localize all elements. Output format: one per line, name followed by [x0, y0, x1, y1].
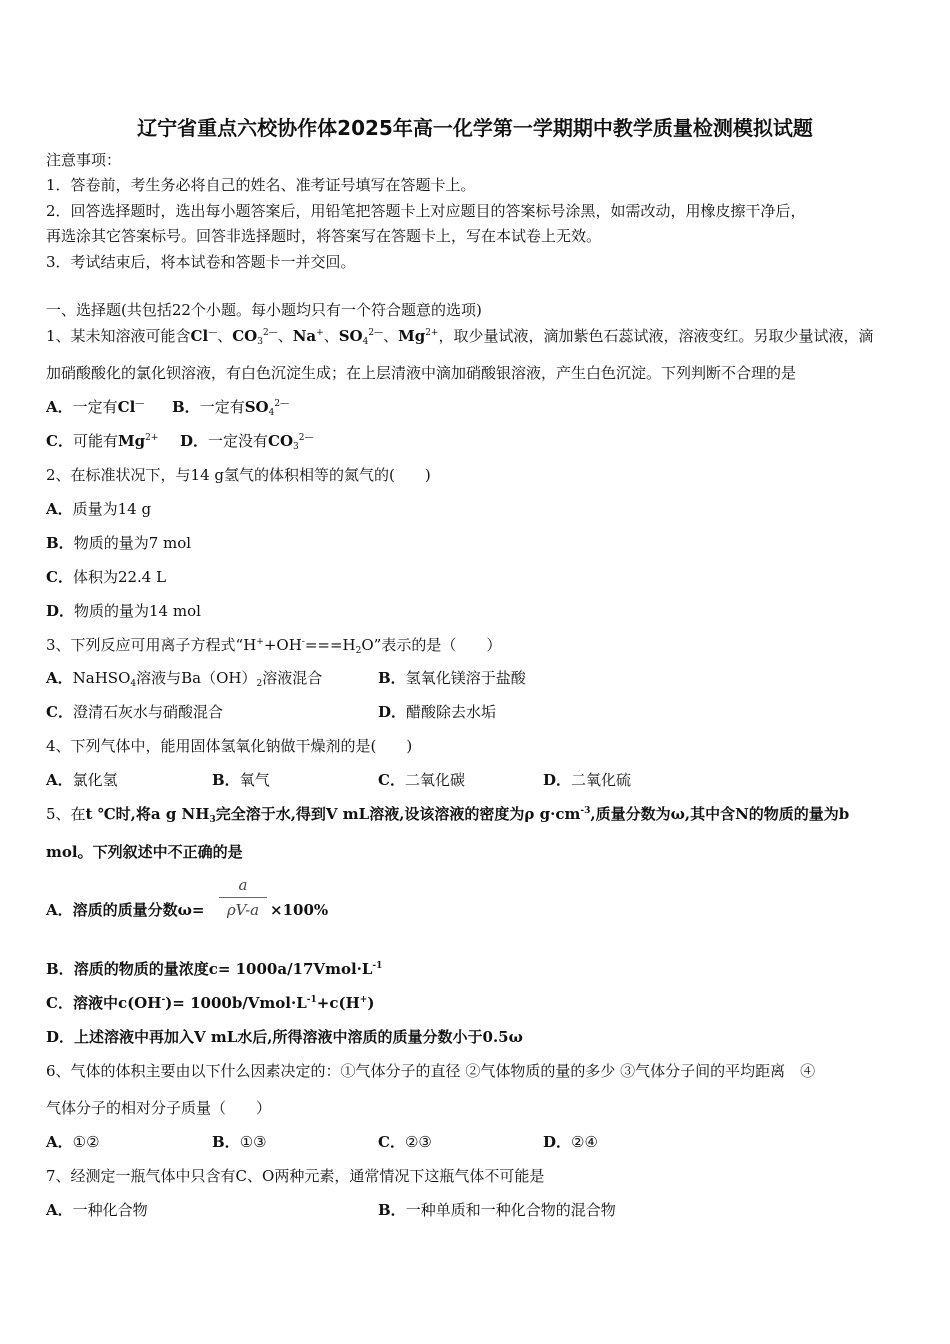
fraction-bar	[219, 897, 267, 898]
notice-item: 1．答卷前，考生务必将自己的姓名、准考证号填写在答题卡上。	[46, 176, 476, 194]
notice-item: 再选涂其它答案标号。回答非选择题时，将答案写在答题卡上，写在本试卷上无效。	[46, 227, 602, 245]
mass-fraction-formula	[219, 876, 267, 919]
question-6-stem-line2: 气体分子的相对分子质量（ ）	[46, 1099, 272, 1117]
question-3-stem: 3、下列反应可用离子方程式“$H^++OH^-===H_2O$”表示的是（ ）	[46, 636, 502, 656]
question-3-option-d: D．醋酸除去水垢	[378, 703, 497, 721]
question-1-stem-line2: 加硝酸酸化的氯化钡溶液，有白色沉淀生成；在上层清液中滴加硝酸银溶液，产生白色沉淀。下列判断不合理的是	[46, 364, 797, 382]
question-1-option-d: D．一定没有$CO_3^{2—}$	[180, 432, 314, 452]
question-1-option-a: A．一定有Cl—	[46, 398, 145, 416]
question-1-option-b: B．一定有$SO_4^{2—}$	[172, 398, 290, 418]
question-5-option-d: D．上述溶液中再加入V mL水后,所得溶液中溶质的质量分数小于0.5ω	[46, 1028, 523, 1046]
question-5-option-a: A．溶质的质量分数ω=	[46, 901, 205, 919]
question-6-stem: 6、气体的体积主要由以下什么因素决定的：①气体分子的直径 ②气体物质的量的多少 ③气体分子间的平均距离 ④	[46, 1062, 816, 1080]
question-2-option-b: B．物质的量为7 mol	[46, 534, 192, 552]
question-6-option-d: D．②④	[543, 1133, 598, 1151]
notice-heading: 注意事项：	[46, 151, 122, 169]
question-3-option-b: B．氢氧化镁溶于盐酸	[378, 669, 526, 687]
question-1-option-c: C．可能有$Mg^{2+}$	[46, 432, 159, 450]
question-3-option-a: A．NaHSO$_4$溶液与$Ba(OH)_2$溶液混合	[46, 669, 323, 689]
question-7-stem: 7、经测定一瓶气体中只含有C、O两种元素，通常情况下这瓶气体不可能是	[46, 1167, 545, 1185]
question-7-option-a: A．一种化合物	[46, 1201, 148, 1219]
formula-denominator: ρV-a	[226, 901, 260, 919]
question-5-option-b: B．溶质的物质的量浓度$c= 1000a/17Vmol\cdot L^{-1}$	[46, 960, 383, 978]
question-2-option-d: D．物质的量为14 mol	[46, 602, 201, 620]
question-7-option-b: B．一种单质和一种化合物的混合物	[378, 1201, 616, 1219]
question-4-stem: 4、下列气体中，能用固体氢氧化钠做干燥剂的是( )	[46, 737, 413, 755]
question-5-stem-line2: mol。下列叙述中不正确的是	[46, 843, 243, 861]
question-6-option-c: C．②③	[378, 1133, 432, 1151]
notice-item: 3．考试结束后，将本试卷和答题卡一并交回。	[46, 253, 356, 271]
question-1-stem: 1、某未知溶液可能含Cl—、$CO_3^{2—}$、Na+、$SO_4^{2—}$、$Mg^{2+}$，取少量试液，滴加紫色石蕊试液，溶液变红。另取少量试液，滴	[46, 327, 874, 347]
exam-title: 辽宁省重点六校协作体2025年高一化学第一学期期中教学质量检测模拟试题	[137, 116, 813, 140]
question-2-stem: 2、在标准状况下，与14 g氢气的体积相等的氮气的( )	[46, 466, 431, 484]
question-5-option-c: C．溶液中$c(OH^-)= 1000b/Vmol\cdot L^{-1}+c(H^+)$	[46, 994, 375, 1012]
question-3-option-c: C．澄清石灰水与硝酸混合	[46, 703, 223, 721]
formula-numerator: a	[238, 876, 248, 894]
question-4-option-a: A．氯化氢	[46, 771, 118, 789]
question-2-option-c: C．体积为22.4 L	[46, 568, 167, 586]
question-4-option-d: D．二氧化硫	[543, 771, 632, 789]
section-heading: 一、选择题(共包括22个小题。每小题均只有一个符合题意的选项)	[46, 301, 482, 319]
question-4-option-c: C．二氧化碳	[378, 771, 465, 789]
question-6-option-a: A．①②	[46, 1133, 100, 1151]
question-2-option-a: A．质量为14 g	[46, 500, 152, 518]
notice-item: 2．回答选择题时，选出每小题答案后，用铅笔把答题卡上对应题目的答案标号涂黑，如需改动，用橡皮擦干净后，	[46, 202, 806, 220]
question-6-option-b: B．①③	[212, 1133, 267, 1151]
formula-percent: ×100%	[270, 901, 329, 919]
question-5-stem: 5、在t ℃时,将a g $NH_3$完全溶于水,得到V mL溶液,设该溶液的密度为ρ $g\cdot cm^{-3}$,质量分数为ω,其中含N的物质的量为b	[46, 805, 850, 825]
question-4-option-b: B．氧气	[212, 771, 270, 789]
